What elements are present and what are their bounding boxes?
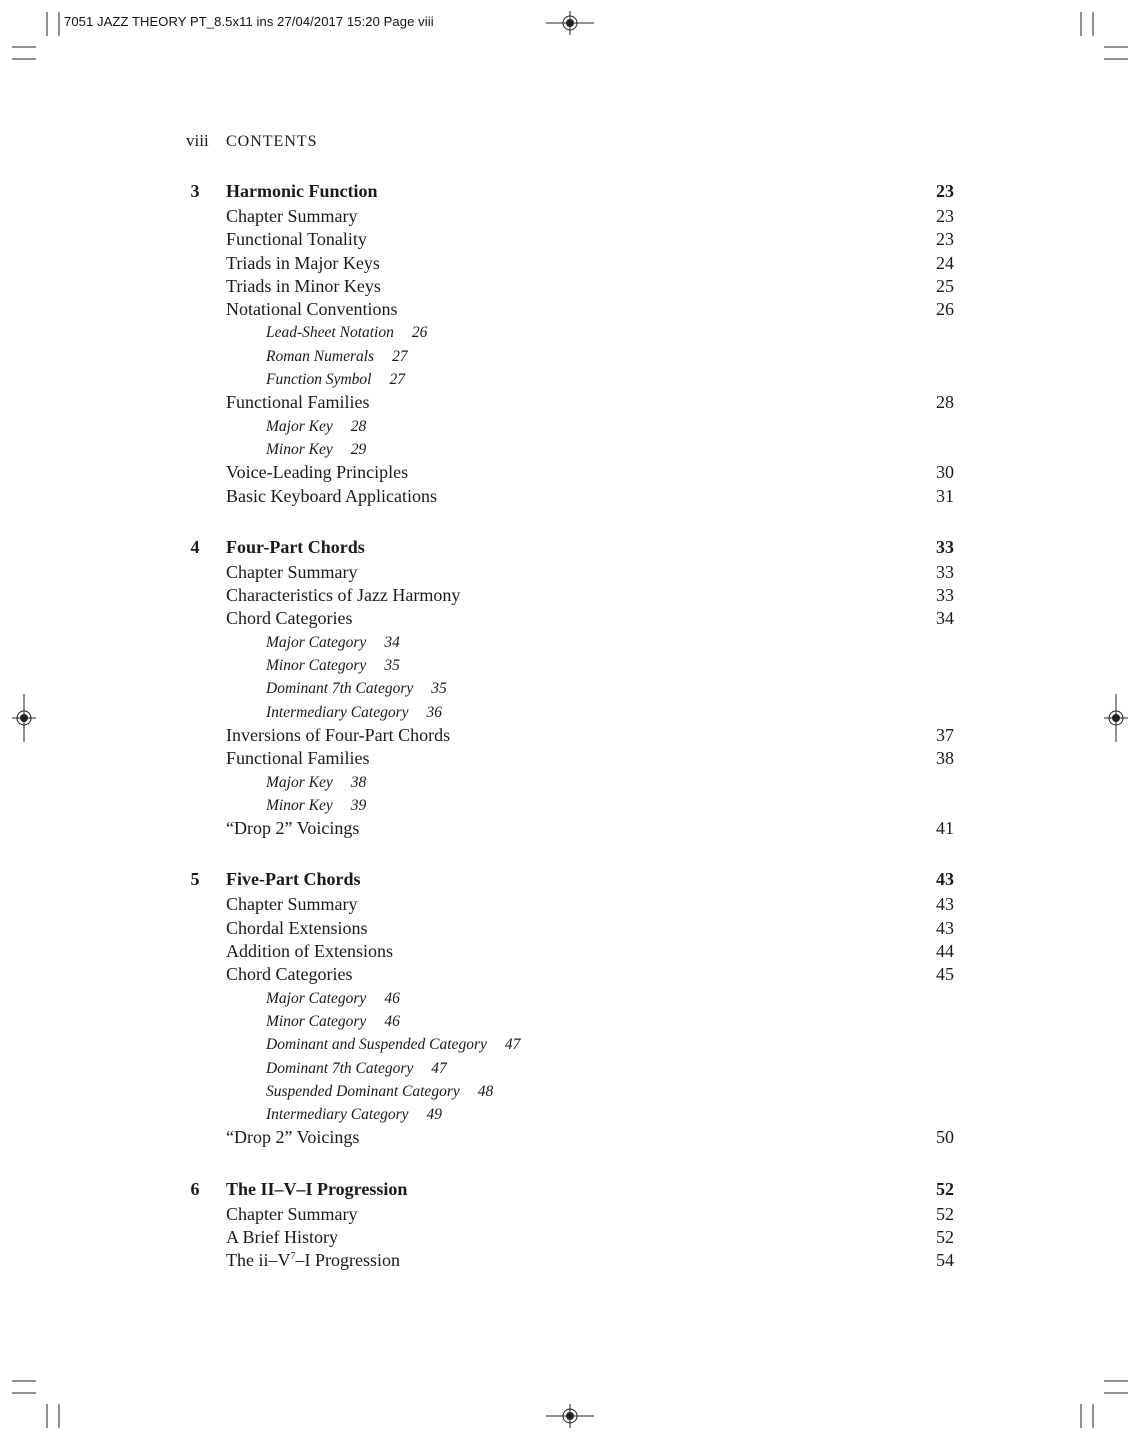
subentry-title: Minor Category [266,1012,367,1030]
chapter-number: 6 [190,1178,200,1199]
subentry-page-number: 47 [431,1059,447,1077]
entry-title [226,461,408,484]
subentry-title: Dominant and Suspended Category [266,1036,487,1054]
entry-title-text: Triads in Major Keys [226,252,380,273]
entry-title-text: Notational Conventions [226,299,398,320]
toc-subentry [0,771,1140,794]
entry-title-text: Functional Tonality [226,229,367,250]
subentry [266,987,400,1010]
chapter-title: Five-Part Chords [226,869,361,890]
toc-entry [0,1203,1140,1226]
toc-subentry [0,321,1140,344]
toc-subentry [0,631,1140,654]
subentry [266,701,442,724]
toc-subentry [0,1057,1140,1080]
subentry-title: Intermediary Category [266,703,409,721]
entry-title-superscript: 7 [290,1251,296,1263]
toc-entry [0,1249,1140,1272]
entry-page-number: 28 [936,392,954,413]
toc-subentry [0,345,1140,368]
entry-title [226,940,393,963]
subentry-page-number: 47 [504,1036,521,1054]
subentry [266,677,447,700]
subentry-page-number: 48 [477,1082,494,1100]
toc-subentry [0,701,1140,724]
toc-subentry [0,368,1140,391]
toc-entry [0,607,1140,630]
entry-page-number: 52 [936,1203,954,1224]
entry-title [226,1226,338,1249]
toc-subentry [0,415,1140,438]
page-folio: viii [186,131,209,150]
entry-title [226,298,397,321]
entry-page-number: 45 [936,964,954,985]
entry-title-text: Chord Categories [226,964,353,985]
toc-subentry [0,677,1140,700]
toc-entry [0,584,1140,607]
chapter-page-number: 52 [936,1178,954,1199]
entry-title [226,584,460,607]
entry-title [226,607,352,630]
subentry [266,794,366,817]
chapter-number: 3 [190,181,200,201]
entry-title-text: Inversions of Four-Part Chords [226,724,451,745]
entry-page-number: 25 [936,275,954,296]
entry-page-number: 24 [936,252,954,273]
chapter-page-number: 33 [936,536,954,557]
entry-title-text: Functional Families [226,748,370,769]
subentry-page-number: 39 [350,796,367,814]
subentry-page-number: 49 [426,1106,442,1124]
subentry [266,321,427,344]
subentry-page-number: 36 [426,703,442,721]
chapter-title: Harmonic Function [226,181,378,201]
entry-title [226,205,357,228]
entry-title-text: Voice-Leading Principles [226,462,409,483]
subentry-page-number: 34 [384,633,400,651]
toc-entry [0,893,1140,916]
toc-entry [0,817,1140,840]
toc-entry [0,724,1140,747]
entry-page-number: 33 [936,585,954,606]
entry-page-number: 34 [936,608,954,629]
subentry-page-number: 29 [350,440,367,458]
chapter-number: 4 [190,536,200,557]
entry-title-text: “Drop 2” Voicings [226,818,360,839]
entry-title [226,485,437,508]
entry-title-text: Chapter Summary [226,206,358,226]
entry-page-number: 26 [936,299,954,320]
entry-title-text: Functional Families [226,392,370,413]
entry-page-number: 43 [936,894,954,915]
chapter-section [0,866,1140,1149]
toc-subentry [0,438,1140,461]
entry-page-number: 31 [936,485,954,506]
subentry [266,1033,520,1056]
table-of-contents [0,178,1140,1299]
subentry-title: Minor Key [266,440,333,458]
chapter-title: Four-Part Chords [226,536,365,557]
toc-subentry [0,1033,1140,1056]
entry-title [226,724,450,747]
toc-entry [0,963,1140,986]
subentry [266,1057,447,1080]
entry-page-number: 33 [936,561,954,582]
subentry-title: Lead-Sheet Notation [266,324,394,342]
toc-entry [0,391,1140,414]
subentry [266,438,366,461]
entry-page-number: 23 [936,229,954,250]
entry-title [226,1203,357,1226]
entry-title [226,747,370,770]
entry-title-text: “Drop 2” Voicings [226,1127,360,1148]
toc-entry [0,228,1140,251]
subentry [266,1080,493,1103]
entry-title-text: Triads in Minor Keys [226,275,381,296]
subentry-title: Dominant 7th Category [266,680,414,698]
chapter-heading [0,866,1140,892]
entry-page-number: 23 [936,206,954,226]
entry-title [226,391,370,414]
subentry [266,345,408,368]
toc-entry [0,298,1140,321]
subentry-title: Minor Category [266,657,367,675]
entry-title-text: Characteristics of Jazz Harmony [226,585,461,606]
toc-entry [0,940,1140,963]
subentry [266,631,400,654]
subentry-title: Suspended Dominant Category [266,1082,460,1100]
subentry-page-number: 38 [350,773,367,791]
subentry-page-number: 27 [389,371,405,389]
running-head [186,131,318,151]
chapter-heading [0,1176,1140,1202]
entry-page-number: 43 [936,917,954,938]
toc-entry [0,461,1140,484]
entry-page-number: 44 [936,941,954,962]
subentry-title: Major Category [266,989,367,1007]
entry-page-number: 54 [936,1250,954,1271]
entry-page-number: 50 [936,1127,954,1148]
entry-title-text: Chapter Summary [226,894,358,915]
subentry-page-number: 35 [384,657,400,675]
chapter-title: The II–V–I Progression [226,1178,408,1199]
chapter-heading [0,178,1140,204]
toc-subentry [0,987,1140,1010]
subentry-page-number: 35 [431,680,447,698]
chapter-page-number: 43 [936,869,954,890]
toc-entry [0,917,1140,940]
entry-page-number: 30 [936,462,954,483]
toc-entry [0,1126,1140,1149]
subentry-title: Function Symbol [266,371,372,389]
entry-title [226,817,359,840]
subentry-page-number: 26 [411,324,428,342]
entry-title-text: Chord Categories [226,608,353,629]
chapter-section [0,1176,1140,1273]
toc-entry [0,205,1140,228]
entry-title-text: Basic Keyboard Applications [226,485,437,506]
subentry-title: Dominant 7th Category [266,1059,414,1077]
subentry [266,415,366,438]
entry-title [226,561,357,584]
subentry [266,1010,400,1033]
subentry-title: Major Key [266,417,333,435]
entry-page-number: 41 [936,818,954,839]
toc-subentry [0,654,1140,677]
toc-entry [0,561,1140,584]
print-slug: 7051 JAZZ THEORY PT_8.5x11 ins 27/04/2017 15:20 Page viii [64,14,434,29]
subentry-title: Minor Key [266,796,333,814]
subentry-title: Major Key [266,773,333,791]
entry-title [226,275,381,298]
toc-entry [0,275,1140,298]
entry-title [226,1249,400,1272]
chapter-section [0,534,1140,841]
entry-title [226,252,380,275]
subentry-title: Roman Numerals [266,347,375,365]
toc-entry [0,485,1140,508]
running-head-label: CONTENTS [226,133,318,150]
subentry-page-number: 46 [384,1012,400,1030]
entry-title [226,228,367,251]
subentry-page-number: 27 [392,347,408,365]
chapter-section [0,178,1140,508]
entry-title [226,963,352,986]
entry-title [226,893,357,916]
entry-title-text: Addition of Extensions [226,941,393,962]
toc-subentry [0,794,1140,817]
entry-title-text: Chordal Extensions [226,917,368,938]
subentry [266,654,400,677]
entry-title [226,1126,359,1149]
entry-page-number: 38 [936,748,954,769]
toc-subentry [0,1080,1140,1103]
subentry-page-number: 46 [384,989,400,1007]
subentry-page-number: 28 [350,417,367,435]
subentry-title: Intermediary Category [266,1106,409,1124]
toc-entry [0,252,1140,275]
subentry [266,368,405,391]
chapter-number: 5 [190,869,200,890]
subentry [266,1103,442,1126]
chapter-heading [0,534,1140,560]
toc-subentry [0,1010,1140,1033]
subentry [266,771,366,794]
entry-title-text: Chapter Summary [226,1203,358,1224]
entry-page-number: 37 [936,724,954,745]
toc-entry [0,747,1140,770]
subentry-title: Major Category [266,633,367,651]
chapter-page-number: 23 [936,181,954,201]
entry-page-number: 52 [936,1226,954,1247]
toc-entry [0,1226,1140,1249]
entry-title-text: A Brief History [226,1226,338,1247]
entry-title-text-after: –I Progression [295,1250,400,1271]
entry-title-text: Chapter Summary [226,561,358,582]
entry-title-text: The ii–V [226,1250,291,1271]
toc-subentry [0,1103,1140,1126]
entry-title [226,917,368,940]
